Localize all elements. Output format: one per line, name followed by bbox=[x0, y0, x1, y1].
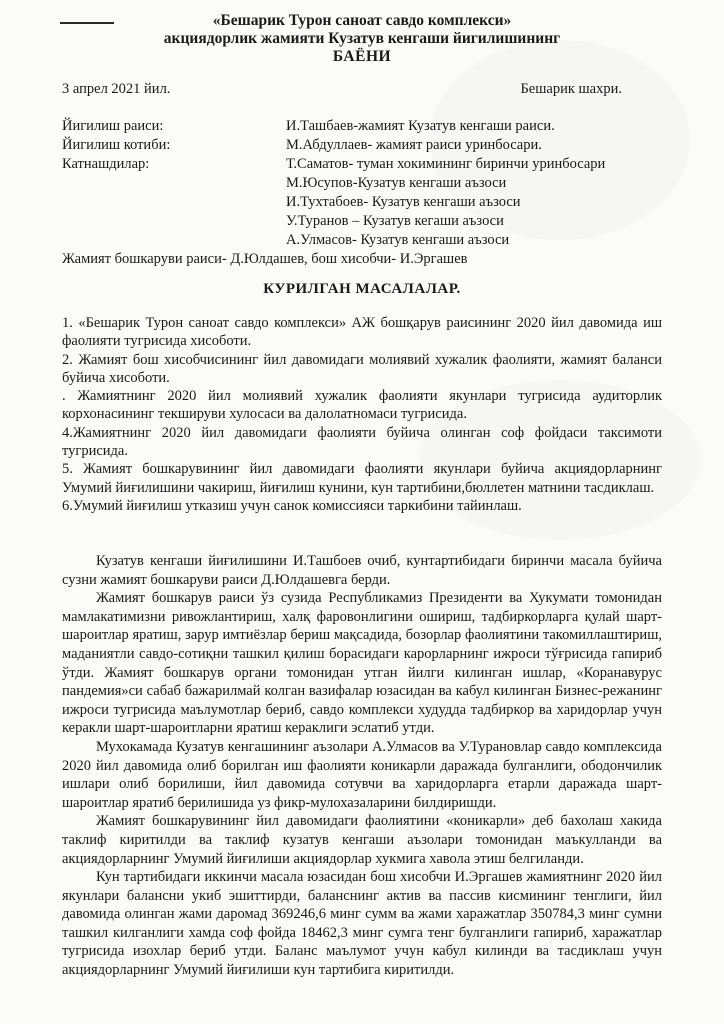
participant-role: Йигилиш раиси: bbox=[62, 118, 164, 134]
agenda-item: 2. Жамият бош хисобчисининг йил давомидаги молиявий хужалик фаолияти, жамият баланси буйича хисоботи. bbox=[62, 351, 662, 386]
participant-name: М.Юсупов-Кузатув кенгаши аъзоси bbox=[286, 175, 507, 191]
body-paragraph: Мухокамада Кузатув кенгашининг аъзолари А.Улмасов ва У.Турановлар савдо комплексида 2020 йил давомида олиб борилган иш фаолияти коникарли даражада булганлиги, ободончилик ишлари олиб борилиши, йил давомида сотувчи ва харидорларга етарли даражада шарт-шароитлар яратиб берилишида уз фикр-мулохазаларини билдиришди. bbox=[62, 738, 662, 811]
participant-role: Катнашдилар: bbox=[62, 156, 150, 172]
participant-name: Т.Саматов- туман хокимининг биринчи уринбосари bbox=[286, 156, 606, 172]
board-row bbox=[62, 250, 662, 269]
participant-row bbox=[62, 231, 662, 250]
participant-name: А.Улмасов- Кузатув кенгаши аъзоси bbox=[286, 232, 510, 248]
participant-row bbox=[62, 174, 662, 193]
participant-name: И.Ташбаев-жамият Кузатув кенгаши раиси. bbox=[286, 118, 555, 134]
agenda-item: 5. Жамият бошкарувининг йил давомидаги фаолияти якунлари буйича акциядорларнинг Умумий йиғилишини чакириш, йиғилиш кунини, кун тартибини,бюллетен матнини тасдиклаш. bbox=[62, 461, 662, 496]
meeting-place: Бешарик шахри. bbox=[520, 81, 622, 97]
document-header bbox=[0, 12, 724, 66]
participant-row bbox=[62, 155, 662, 174]
body-paragraph: Жамият бошкарувининг йил давомидаги фаолиятини «коникарли» деб бахолаш хакида таклиф киритилди ва таклиф кузатув кенгаши аъзолари томонидан маъкулланди ва акциядорларнинг Умумий йиғилиши акциядорлар хукмига хавола этиш белгиланди. bbox=[62, 813, 662, 867]
agenda-list bbox=[62, 314, 662, 515]
participant-row bbox=[62, 136, 662, 155]
header-organization: «Бешарик Турон саноат савдо комплекси» bbox=[212, 12, 512, 29]
body-paragraph: Жамият бошкарув раиси ўз сузида Республикамиз Президенти ва Хукумати томонидан мамлакатимизни ривожлантириш, халқ фаровонлигини ошириш, тадбиркорларга қулай шарт-шароитлар яратиш, зарур имтиёзлар бериш мақсадида, бозорлар фаолиятини такомиллаштириш, маданиятли савдо-сотиқни ташкил қилиш борасидаги карорларнинг ижроси тўғрисида гапириб ўтди. Жамият бошкарув органи томонидан утган йилги килинган ишлар, «Коранавурус пандемия»си сабаб бажарилмай колган вазифалар юзасидан ва кабул килинган Бизнес-режанинг ижроси тугрисида маълумотлар бериб, савдо комплекси худудда тадбиркор ва харидорлар учун керакли шарт-шароитларни яратиш кераклиги эслатиб утди. bbox=[62, 590, 662, 737]
participant-row bbox=[62, 193, 662, 212]
header-document-type: БАЁНИ bbox=[332, 48, 392, 65]
participant-role: Йигилиш котиби: bbox=[62, 137, 171, 153]
participant-name: М.Абдуллаев- жамият раиси уринбосари. bbox=[286, 137, 542, 153]
minutes-body bbox=[62, 552, 662, 980]
participant-row bbox=[62, 212, 662, 231]
body-paragraph: Кузатув кенгаши йиғилишини И.Ташбоев очиб, кунтартибидаги биринчи масала буйича сузни жамият бошкаруви раиси Д.Юлдашевга берди. bbox=[62, 553, 662, 588]
header-meeting-body: акциядорлик жамияти Кузатув кенгаши йигилишининг bbox=[163, 30, 561, 47]
issues-heading: КУРИЛГАН МАСАЛАЛАР. bbox=[263, 281, 461, 297]
body-paragraph: Кун тартибидаги иккинчи масала юзасидан бош хисобчи И.Эргашев жамиятнинг 2020 йил якунлари балансни укиб эшиттирди, баланснинг актив ва пассив кисмининг тенглиги, йил давомида олинган жами даромад 369246,6 минг сумм ва жами харажатлар 350784,3 минг сумни ташкил килганлиги хамда соф фойда 18462,3 минг сумга тенг булганлиги гапириб, харажатлар тугрисида изохлар бериб утди. Баланс маълумот учун кабул килинди ва тасдиклаш учун акциядорларнинг Умумий йиғилиши кун тартибига киритилди. bbox=[62, 869, 662, 979]
participant-name: У.Туранов – Кузатув кегаши аъзоси bbox=[286, 213, 504, 229]
agenda-item: 4.Жамиятнинг 2020 йил давомидаги фаолияти буйича олинган соф фойдаси таксимоти тугрисида. bbox=[62, 424, 662, 460]
participants-list bbox=[62, 117, 662, 269]
date-place-row bbox=[62, 80, 622, 98]
agenda-item: . Жамиятнинг 2020 йил молиявий хужалик фаолияти якунлари тугрисида аудиторлик корхонасининг текшируви хулосаси ва далолатномаси тугрисида. bbox=[62, 388, 662, 423]
participant-name: И.Тухтабоев- Кузатув кенгаши аъзоси bbox=[286, 194, 521, 210]
participant-row bbox=[62, 117, 662, 136]
agenda-item: 6.Умумий йиғилиш утказиш учун санок комиссияси таркибини тайинлаш. bbox=[62, 497, 522, 514]
board-members-line: Жамият бошкаруви раиси- Д.Юлдашев, бош хисобчи- И.Эргашев bbox=[62, 251, 468, 267]
agenda-item: 1. «Бешарик Турон саноат савдо комплекси» АЖ бошқарув раисининг 2020 йил давомида иш фаолияти тугрисида хисоботи. bbox=[62, 315, 662, 350]
meeting-date: 3 апрел 2021 йил. bbox=[62, 81, 171, 97]
